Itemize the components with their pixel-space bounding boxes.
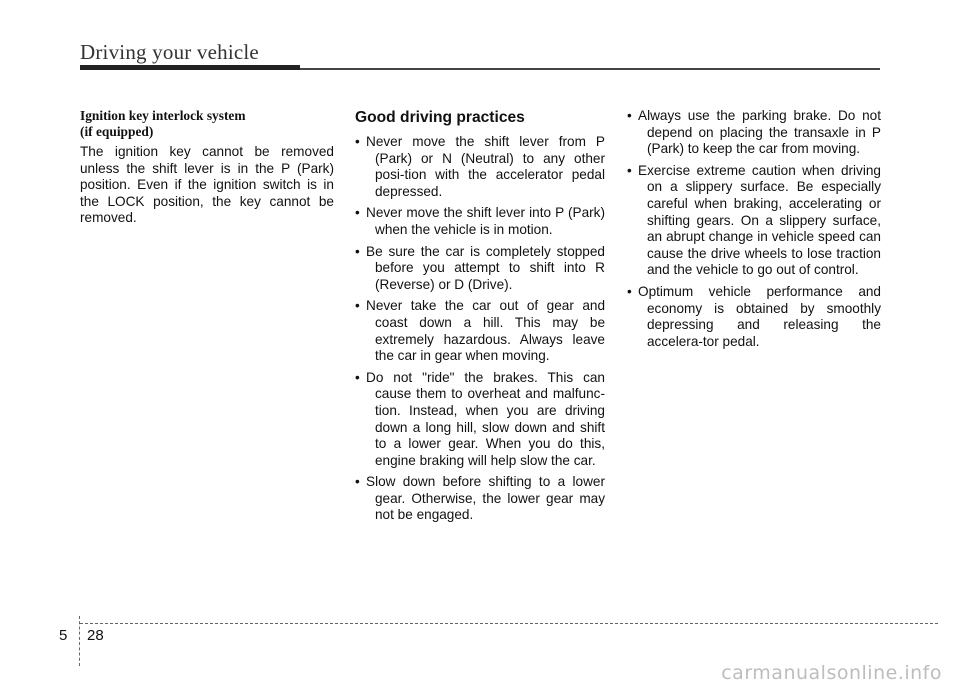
column-ignition-key <box>80 108 334 227</box>
bullet-icon: • <box>627 283 632 299</box>
footer-dashed-divider <box>79 616 80 666</box>
bullet-icon: • <box>627 108 632 123</box>
list-item-text: Exercise extreme caution when driving on a slippery surface. Be especially careful when braking, accelerating or shifting gears. On a slippery surface, an abrupt change in vehicle speed can cause the drive wheels to lose traction and the vehicle to go out of control. <box>638 162 881 278</box>
bullet-icon: • <box>355 369 360 385</box>
column-good-driving <box>355 108 605 529</box>
list-item-text: Never take the car out of gear and coast down a hill. This may be extremely hazardous. Always leave the car in gear when moving. <box>366 298 605 364</box>
bullet-icon: • <box>355 298 360 314</box>
header-rule-thick <box>80 65 300 70</box>
ignition-key-heading <box>80 108 334 140</box>
good-driving-bullet-list <box>355 134 605 524</box>
bullet-icon: • <box>355 243 360 259</box>
list-item <box>355 205 605 238</box>
column-driving-continued <box>627 108 881 355</box>
bullet-icon: • <box>355 205 360 221</box>
list-item <box>355 298 605 364</box>
ignition-key-heading-line1: Ignition key interlock system <box>80 108 246 123</box>
list-item <box>355 134 605 200</box>
ignition-key-heading-line2: (if equipped) <box>80 124 154 139</box>
list-item <box>355 370 605 470</box>
list-item <box>355 474 605 524</box>
list-item-text: Never move the shift lever into P (Park) when the vehicle is in motion. <box>366 205 605 237</box>
list-item-text: Always use the parking brake. Do not depend on placing the transaxle in P (Park) to keep the car from moving. <box>638 108 881 157</box>
driving-continued-bullet-list <box>627 108 881 350</box>
section-heading-good-driving: Good driving practices <box>355 109 525 126</box>
header-rule-thin <box>300 68 880 70</box>
list-item-text: Slow down before shifting to a lower gear. Otherwise, the lower gear may not be engaged. <box>366 474 605 523</box>
list-item <box>627 108 881 158</box>
footer-dashed-rule <box>80 623 938 624</box>
list-item-text: Optimum vehicle performance and economy is obtained by smoothly depressing and releasing the accelera-tor pedal. <box>638 283 881 349</box>
list-item-text: Do not "ride" the brakes. This can cause them to overheat and malfunc-tion. Instead, when you are driving down a long hill, slow down and shift to a lower gear. When you do this, engine braking will help slow the car. <box>366 369 605 468</box>
page-header-title: Driving your vehicle <box>80 40 259 64</box>
list-item <box>627 284 881 350</box>
bullet-icon: • <box>355 474 360 490</box>
bullet-icon: • <box>355 134 360 149</box>
list-item-text: Be sure the car is completely stopped before you attempt to shift into R (Reverse) or D (Drive). <box>366 243 605 292</box>
footer-chapter-number: 5 <box>59 627 68 644</box>
watermark-text: carmanualsonline.info <box>721 662 942 684</box>
footer-page-number: 28 <box>87 627 104 644</box>
ignition-key-paragraph: The ignition key cannot be removed unless the shift lever is in the P (Park) position. Even if the ignition switch is in the LOCK position, the key cannot be removed. <box>80 144 334 226</box>
list-item <box>627 163 881 279</box>
list-item <box>355 244 605 294</box>
list-item-text: Never move the shift lever from P (Park) or N (Neutral) to any other posi-tion with the accelerator pedal depressed. <box>366 134 605 199</box>
bullet-icon: • <box>627 162 632 178</box>
